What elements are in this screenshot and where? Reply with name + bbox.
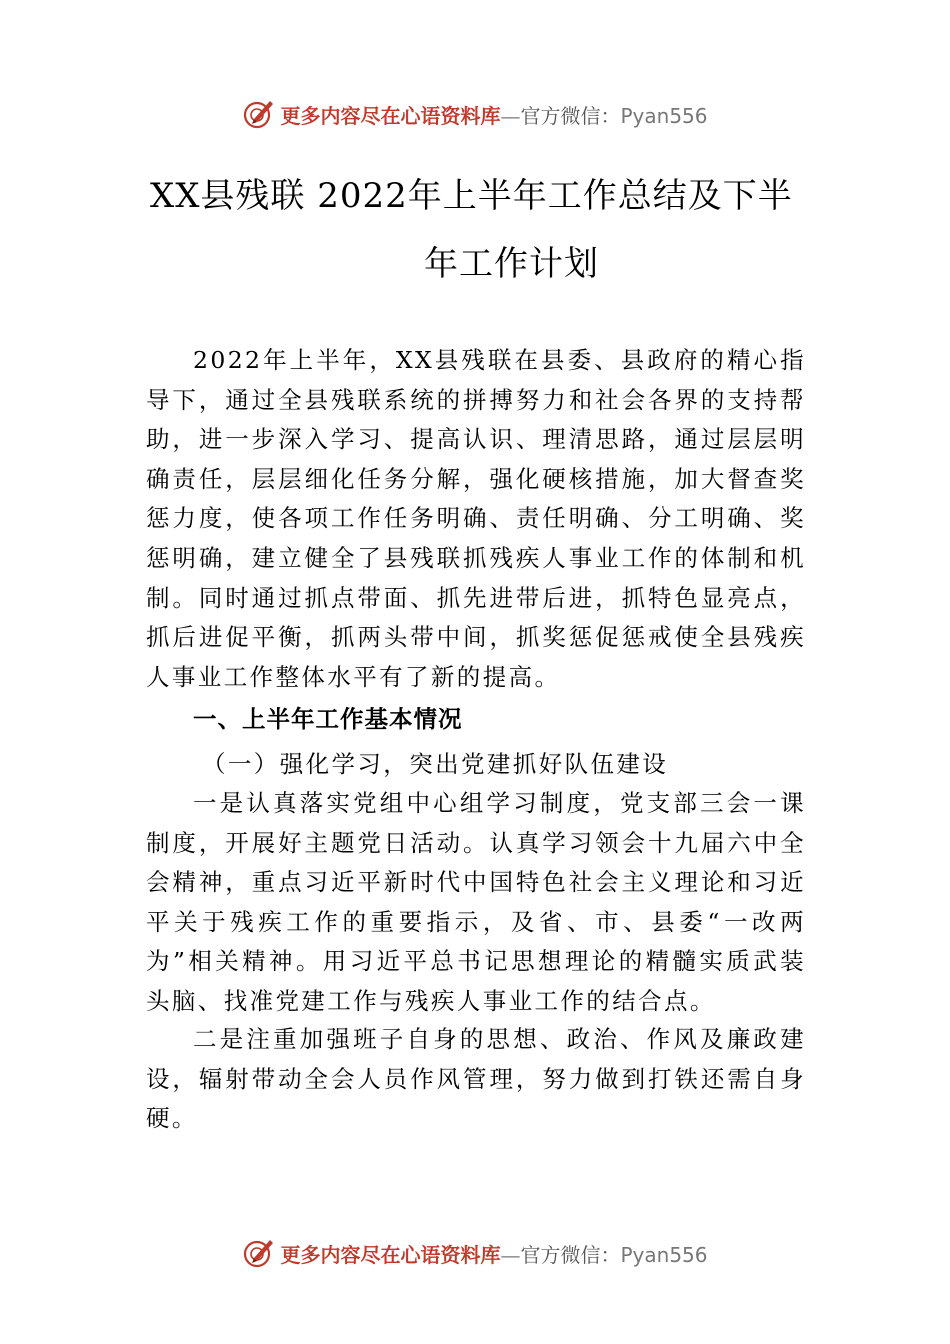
banner-wechat-label: 官方微信： [520, 1242, 621, 1267]
section-heading: 一、上半年工作基本情况 [193, 705, 463, 733]
document-title-line2: 年工作计划 [424, 244, 599, 284]
intro-paragraph: 2022年上半年，XX县残联在县委、县政府的精心指导下，通过全县残联系统的拼搏努力和社会各界的支持帮助，进一步深入学习、提高认识、理清思路，通过层层明确责任，层层细化任务分解，强化硬核措施，加大督查奖惩力度，使各项工作任务明确、责任明确、分工明确、奖惩明确，建立健全了县残联抓残疾人事业工作的体制和机制。同时通过抓点带面、抓先进带后进，抓特色显亮点，抓后进促平衡，抓两头带中间，抓奖惩促惩戒使全县残疾人事业工作整体水平有了新的提高。 [146, 346, 806, 691]
subsection-heading: （一）强化学习，突出党建抓好队伍建设 [202, 750, 669, 778]
banner-wechat-label: 官方微信： [520, 103, 621, 128]
banner-main-text: 更多内容尽在心语资料库 [280, 103, 501, 128]
pen-seal-icon [242, 1236, 276, 1270]
banner-text [280, 100, 707, 129]
banner-main-text: 更多内容尽在心语资料库 [280, 1242, 501, 1267]
banner-dash: — [500, 103, 521, 128]
document-title-line1: XX县残联 2022年上半年工作总结及下半 [150, 176, 793, 216]
banner-wechat-id: Pyan556 [620, 103, 708, 128]
body-paragraph-2: 二是注重加强班子自身的思想、政治、作风及廉政建设，辐射带动全会人员作风管理，努力做到打铁还需自身硬。 [146, 1025, 806, 1133]
banner-dash: — [500, 1242, 521, 1267]
header-banner [0, 94, 950, 134]
banner-wechat-id: Pyan556 [620, 1242, 708, 1267]
pen-seal-icon [242, 97, 276, 131]
body-paragraph-1: 一是认真落实党组中心组学习制度，党支部三会一课制度，开展好主题党日活动。认真学习领会十九届六中全会精神，重点习近平新时代中国特色社会主义理论和习近平关于残疾工作的重要指示，及省、市、县委“一改两为”相关精神。用习近平总书记思想理论的精髓实质武装头脑、找准党建工作与残疾人事业工作的结合点。 [146, 789, 806, 1015]
footer-banner [0, 1233, 950, 1273]
banner-text [280, 1239, 707, 1268]
